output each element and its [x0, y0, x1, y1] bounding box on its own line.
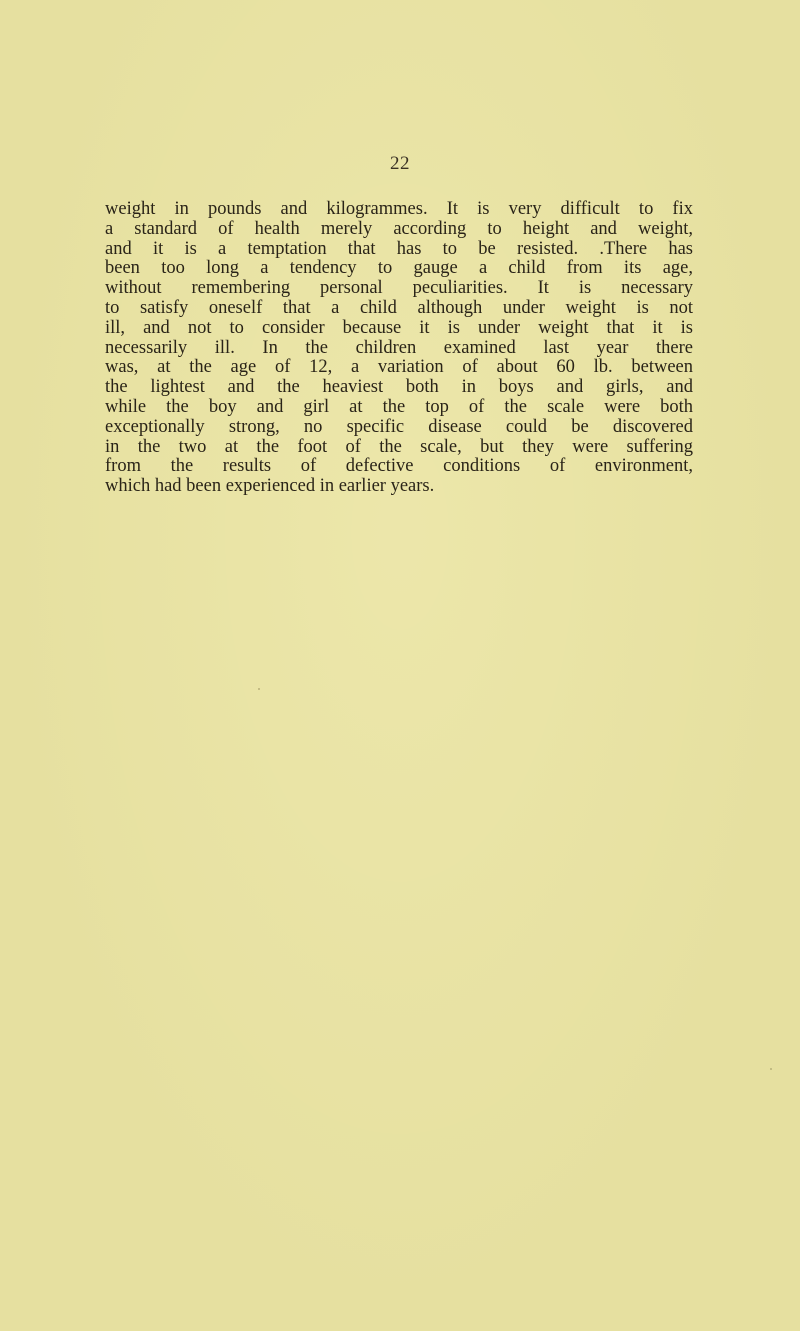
- paper-speck: [770, 1068, 772, 1070]
- paper-speck: [258, 688, 260, 690]
- paragraph-line: exceptionally strong, no specific disease could be discovered: [105, 416, 693, 437]
- paragraph-line: and it is a temptation that has to be resisted. .There has: [105, 238, 693, 259]
- paragraph-line: was, at the age of 12, a variation of about 60 lb. between: [105, 357, 693, 378]
- paragraph-line: weight in pounds and kilogrammes. It is very difficult to fix: [105, 199, 693, 219]
- paragraph-line: without remembering personal peculiarities. It is necessary: [105, 278, 693, 299]
- paragraph-line: been too long a tendency to gauge a child from its age,: [105, 258, 693, 279]
- paragraph-line: ill, and not to consider because it is under weight that it is: [105, 317, 693, 338]
- paragraph-line: to satisfy oneself that a child although under weight is not: [105, 297, 693, 318]
- body-paragraph: [105, 200, 693, 497]
- paragraph-line: while the boy and girl at the top of the scale were both: [105, 396, 693, 417]
- paragraph-line: a standard of health merely according to height and weight,: [105, 218, 693, 239]
- paragraph-line: in the two at the foot of the scale, but they were suffering: [105, 436, 693, 457]
- paragraph-line: necessarily ill. In the children examined last year there: [105, 337, 693, 358]
- paragraph-line: which had been experienced in earlier years.: [105, 476, 435, 497]
- page-number: 22: [390, 153, 410, 174]
- paragraph-line: the lightest and the heaviest both in boys and girls, and: [105, 377, 693, 398]
- paragraph-line: from the results of defective conditions of environment,: [105, 456, 693, 477]
